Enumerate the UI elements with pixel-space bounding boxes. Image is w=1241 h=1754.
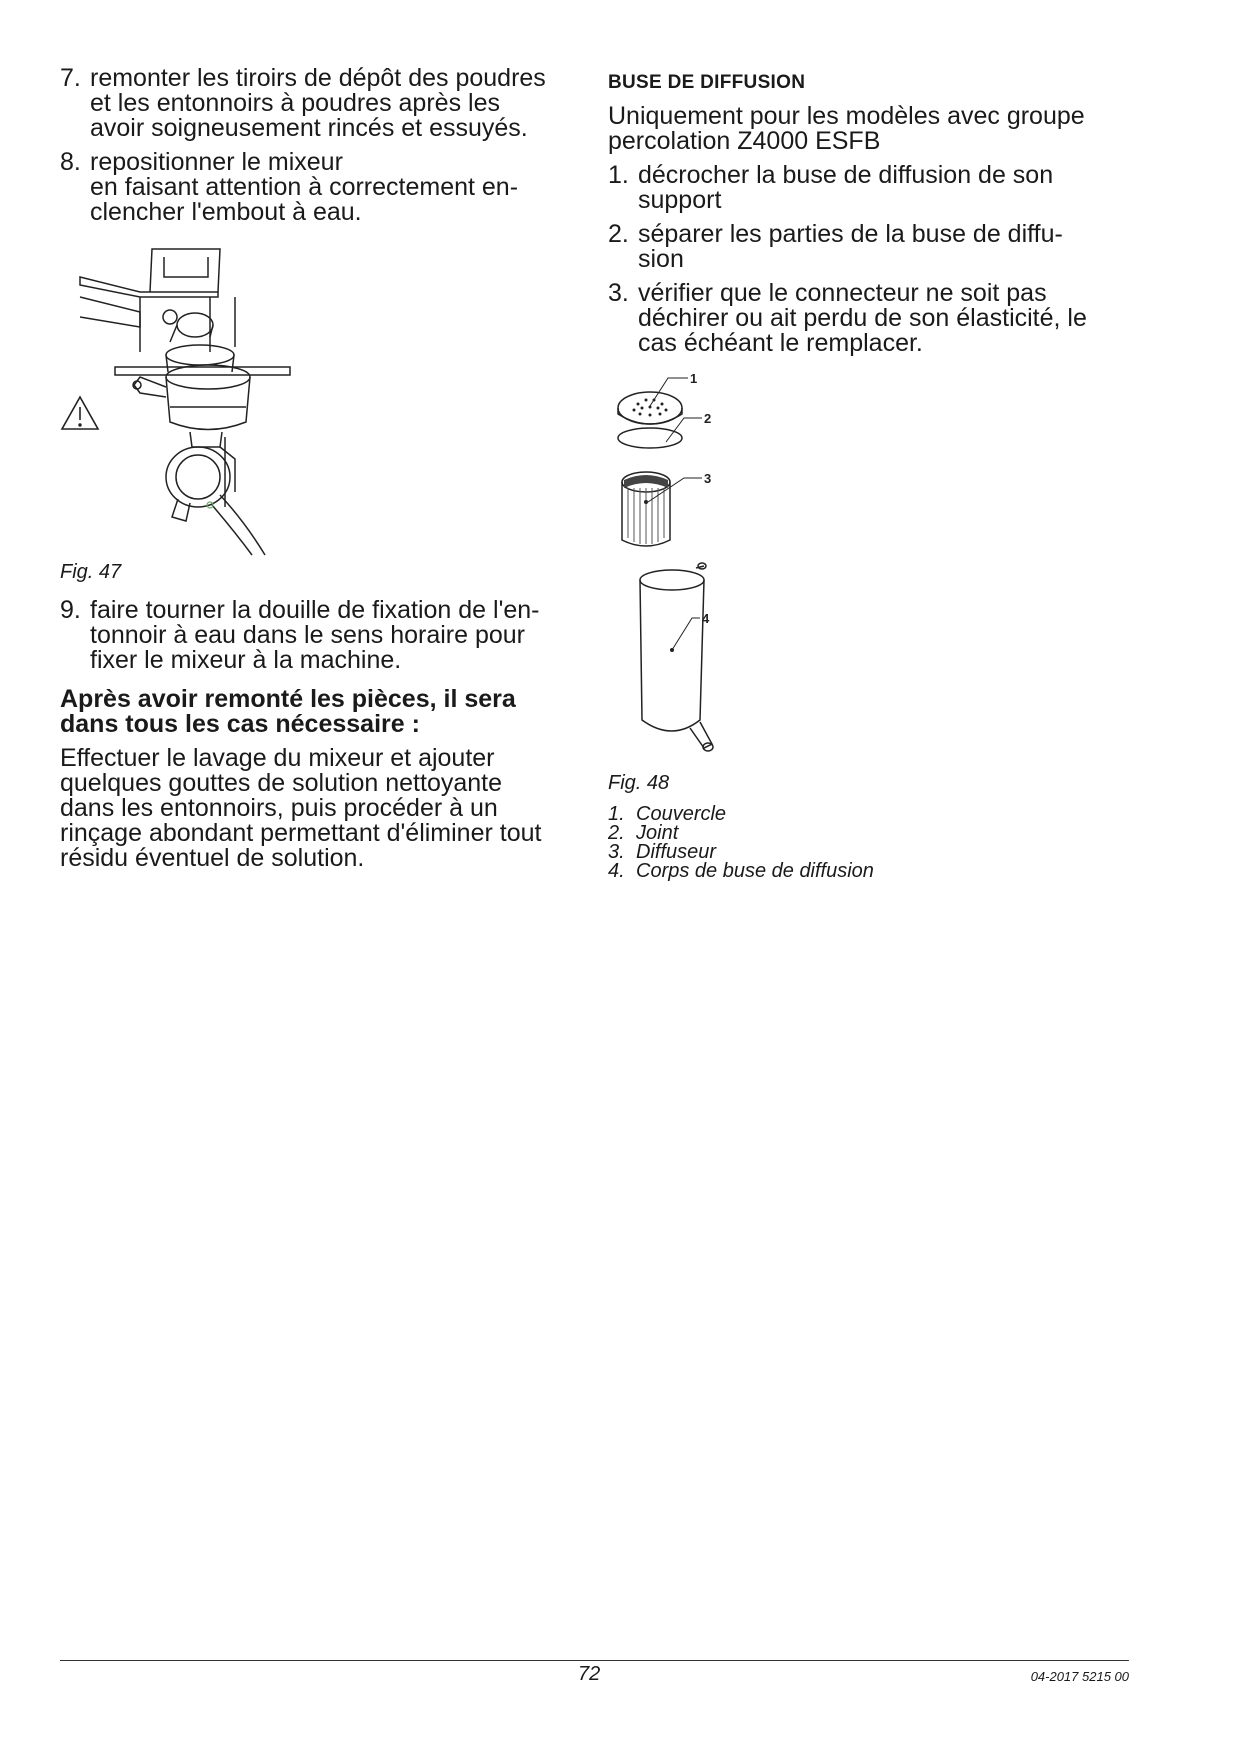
cleaning-paragraph bbox=[60, 746, 585, 871]
step-line: décrocher la buse de diffusion de son bbox=[638, 161, 1054, 189]
callout-2: 2 bbox=[704, 411, 712, 426]
paragraph-line: quelques gouttes de solution nettoyante bbox=[60, 769, 503, 797]
step-line: avoir soigneusement rincés et essuyés. bbox=[90, 114, 528, 142]
legend-item: 2. Joint bbox=[608, 822, 679, 844]
footer-divider bbox=[60, 1660, 1129, 1661]
step-8 bbox=[60, 150, 585, 225]
step-line: repositionner le mixeur bbox=[90, 148, 343, 176]
step-number: 2. bbox=[608, 220, 629, 248]
step-9 bbox=[60, 598, 585, 673]
legend-item: 3. Diffuseur bbox=[608, 841, 717, 863]
figure-47-mixer-illustration bbox=[60, 237, 320, 557]
callout-4: 4 bbox=[702, 611, 710, 626]
step-line: support bbox=[638, 186, 722, 214]
right-column bbox=[608, 72, 1168, 881]
step-3 bbox=[608, 281, 1168, 356]
paragraph-line: dans les entonnoirs, puis procéder à un bbox=[60, 794, 498, 822]
intro-line: percolation Z4000 ESFB bbox=[608, 127, 881, 155]
bold-heading bbox=[60, 687, 585, 737]
legend-item: 4. Corps de buse de diffusion bbox=[608, 860, 874, 882]
step-line: faire tourner la douille de fixation de l'en- bbox=[90, 596, 540, 624]
intro-paragraph bbox=[608, 104, 1168, 154]
left-column bbox=[60, 66, 585, 871]
step-line: séparer les parties de la buse de diffu- bbox=[638, 220, 1063, 248]
legend-item: 1. Couvercle bbox=[608, 803, 727, 825]
figure-48-diffusion-nozzle-exploded bbox=[608, 370, 748, 770]
step-line: déchirer ou ait perdu de son élasticité, le bbox=[638, 304, 1087, 332]
step-number: 7. bbox=[60, 64, 81, 92]
step-line: clencher l'embout à eau. bbox=[90, 198, 362, 226]
step-line: en faisant attention à correctement en- bbox=[90, 173, 519, 201]
step-line: tonnoir à eau dans le sens horaire pour bbox=[90, 621, 526, 649]
section-title: BUSE DE DIFFUSION bbox=[608, 72, 806, 93]
figure-47-caption: Fig. 47 bbox=[60, 561, 122, 583]
figure-48-legend bbox=[608, 805, 1168, 881]
paragraph-line: résidu éventuel de solution. bbox=[60, 844, 365, 872]
paragraph-line: rinçage abondant permettant d'éliminer tout bbox=[60, 819, 542, 847]
step-1 bbox=[608, 163, 1168, 213]
page-number: 72 bbox=[578, 1663, 601, 1685]
step-number: 8. bbox=[60, 148, 81, 176]
step-7 bbox=[60, 66, 585, 141]
figure-48-caption: Fig. 48 bbox=[608, 772, 670, 794]
step-number: 3. bbox=[608, 279, 629, 307]
step-line: sion bbox=[638, 245, 684, 273]
document-code: 04-2017 5215 00 bbox=[1030, 1669, 1129, 1684]
step-line: remonter les tiroirs de dépôt des poudres bbox=[90, 64, 546, 92]
heading-line: dans tous les cas nécessaire : bbox=[60, 710, 420, 738]
step-number: 9. bbox=[60, 596, 81, 624]
callout-1: 1 bbox=[690, 371, 698, 386]
step-line: et les entonnoirs à poudres après les bbox=[90, 89, 500, 117]
paragraph-line: Effectuer le lavage du mixeur et ajouter bbox=[60, 744, 495, 772]
warning-icon bbox=[62, 397, 98, 429]
step-line: fixer le mixeur à la machine. bbox=[90, 646, 402, 674]
perforation-dots bbox=[633, 399, 675, 653]
callout-3: 3 bbox=[704, 471, 712, 486]
intro-line: Uniquement pour les modèles avec groupe bbox=[608, 102, 1085, 130]
step-line: cas échéant le remplacer. bbox=[638, 329, 923, 357]
step-line: vérifier que le connecteur ne soit pas bbox=[638, 279, 1047, 307]
step-number: 1. bbox=[608, 161, 629, 189]
step-2 bbox=[608, 222, 1168, 272]
heading-line: Après avoir remonté les pièces, il sera bbox=[60, 685, 516, 713]
